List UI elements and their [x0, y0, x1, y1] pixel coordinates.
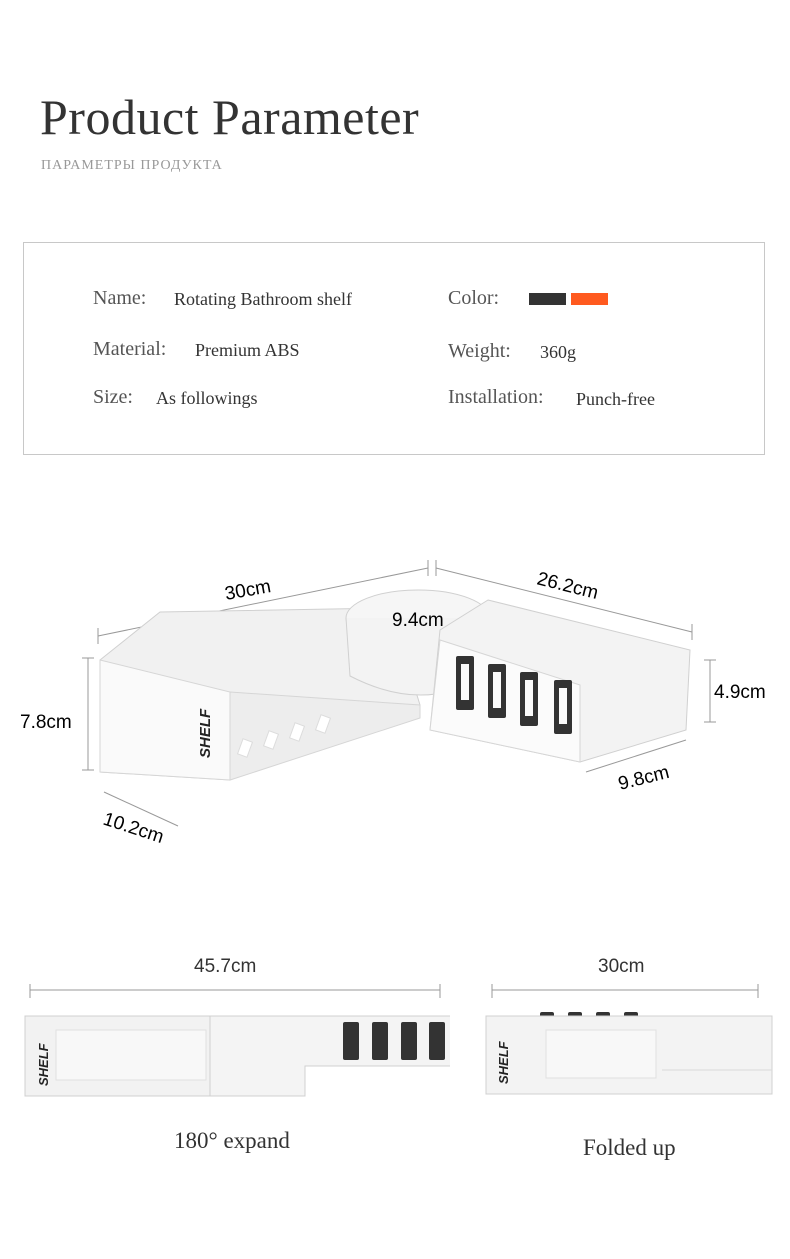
dim-height-left: 7.8cm [20, 712, 72, 733]
expanded-width-label: 45.7cm [194, 956, 257, 977]
color-label: Color: [448, 287, 500, 309]
size-value: As followings [156, 388, 258, 408]
dim-height-right: 4.9cm [714, 682, 766, 703]
name-value: Rotating Bathroom shelf [174, 289, 352, 309]
folded-view [482, 978, 782, 1108]
folded-caption: Folded up [583, 1135, 676, 1160]
weight-value: 360g [540, 342, 576, 362]
brand-mark-folded: SHELF [496, 1041, 511, 1084]
name-label: Name: [93, 287, 147, 309]
size-label: Size: [93, 386, 133, 408]
brand-mark-expanded: SHELF [36, 1043, 51, 1086]
shelf-right-arm [430, 600, 690, 762]
expanded-caption: 180° expand [174, 1128, 290, 1153]
material-label: Material: [93, 338, 167, 360]
color-swatch-orange [571, 293, 608, 305]
dim-length-left: 30cm [223, 576, 273, 605]
dim-depth-right: 9.8cm [616, 761, 672, 795]
dim-length-right: 26.2cm [534, 568, 601, 604]
shelf-dimension-diagram [0, 480, 790, 880]
expanded-view [20, 978, 450, 1108]
brand-mark-angled: SHELF [197, 708, 214, 758]
page-title: Product Parameter [40, 89, 420, 145]
weight-label: Weight: [448, 340, 511, 362]
color-swatch-black [529, 293, 566, 305]
dim-depth-left: 10.2cm [100, 808, 167, 849]
material-value: Premium ABS [195, 340, 300, 360]
dim-cup-diameter: 9.4cm [392, 610, 444, 631]
installation-label: Installation: [448, 386, 544, 408]
installation-value: Punch-free [576, 389, 655, 409]
page-subtitle: ПАРАМЕТРЫ ПРОДУКТА [41, 158, 223, 173]
folded-width-label: 30cm [598, 956, 645, 977]
